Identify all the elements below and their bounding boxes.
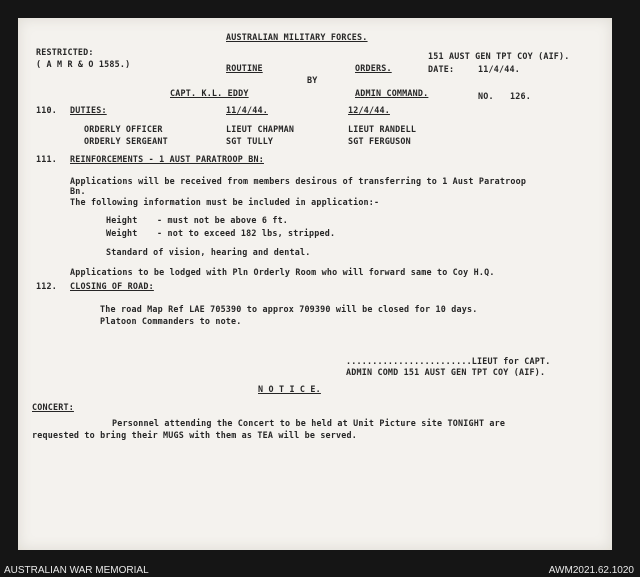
duty-day2-name: LIEUT RANDELL [348,124,417,134]
reinforcements-number: 111. [36,154,57,164]
closing-line-1: The road Map Ref LAE 705390 to approx 709390 will be closed for 10 days. [100,304,478,314]
duties-date-2: 12/4/44. [348,105,390,115]
reinforcements-paragraph-line-1: Applications will be received from members desirous of transferring to 1 Aust Paratroop [70,176,527,186]
height-label: Height [106,215,138,225]
orders-label: ORDERS. [355,63,392,73]
weight-requirement: - not to exceed 182 lbs, stripped. [157,228,336,238]
order-number-label: NO. [478,91,494,101]
closing-heading: CLOSING OF ROAD: [70,281,154,291]
date-label: DATE: [428,64,455,74]
weight-label: Weight [106,228,138,238]
duties-number: 110. [36,105,57,115]
admin-command-label: ADMIN COMMAND. [355,88,429,98]
concert-line-2: requested to bring their MUGS with them as TEA will be served. [32,430,358,440]
duty-day1-name: SGT TULLY [226,136,274,146]
signature-unit: ADMIN COMD 151 AUST GEN TPT COY (AIF). [346,367,546,377]
order-number-value: 126. [510,91,531,101]
concert-heading: CONCERT: [32,402,74,412]
concert-line-1: Personnel attending the Concert to be held at Unit Picture site TONIGHT are [112,418,506,428]
duties-heading: DUTIES: [70,105,107,115]
restricted-label: RESTRICTED: [36,47,94,57]
notice-title: N O T I C E. [258,384,321,394]
reinforcements-heading: REINFORCEMENTS - 1 AUST PARATROOP BN: [70,154,264,164]
form-number: ( A M R & O 1585.) [36,59,131,69]
footer-accession-number: AWM2021.62.1020 [548,565,634,576]
info-required-line: The following information must be included in application:- [70,197,380,207]
closing-number: 112. [36,281,57,291]
height-requirement: - must not be above 6 ft. [157,215,289,225]
duty-role: ORDERLY SERGEANT [84,136,168,146]
commander-name: CAPT. K.L. EDDY [170,88,249,98]
routine-label: ROUTINE [226,63,263,73]
footer-attribution: AUSTRALIAN WAR MEMORIAL [4,565,149,576]
duty-role: ORDERLY OFFICER [84,124,163,134]
duty-day1-name: LIEUT CHAPMAN [226,124,295,134]
reinforcements-paragraph-line-2: Bn. [70,186,86,196]
unit-name: 151 AUST GEN TPT COY (AIF). [428,51,570,61]
duties-date-1: 11/4/44. [226,105,268,115]
lodge-applications-line: Applications to be lodged with Pln Orderly Room who will forward same to Coy H.Q. [70,267,495,277]
standard-requirement: Standard of vision, hearing and dental. [106,247,311,257]
closing-line-2: Platoon Commanders to note. [100,316,242,326]
signature-line: ........................LIEUT for CAPT. [346,356,551,366]
by-label: BY [307,75,318,85]
date-value: 11/4/44. [478,64,520,74]
document-title: AUSTRALIAN MILITARY FORCES. [226,32,368,42]
duty-day2-name: SGT FERGUSON [348,136,411,146]
